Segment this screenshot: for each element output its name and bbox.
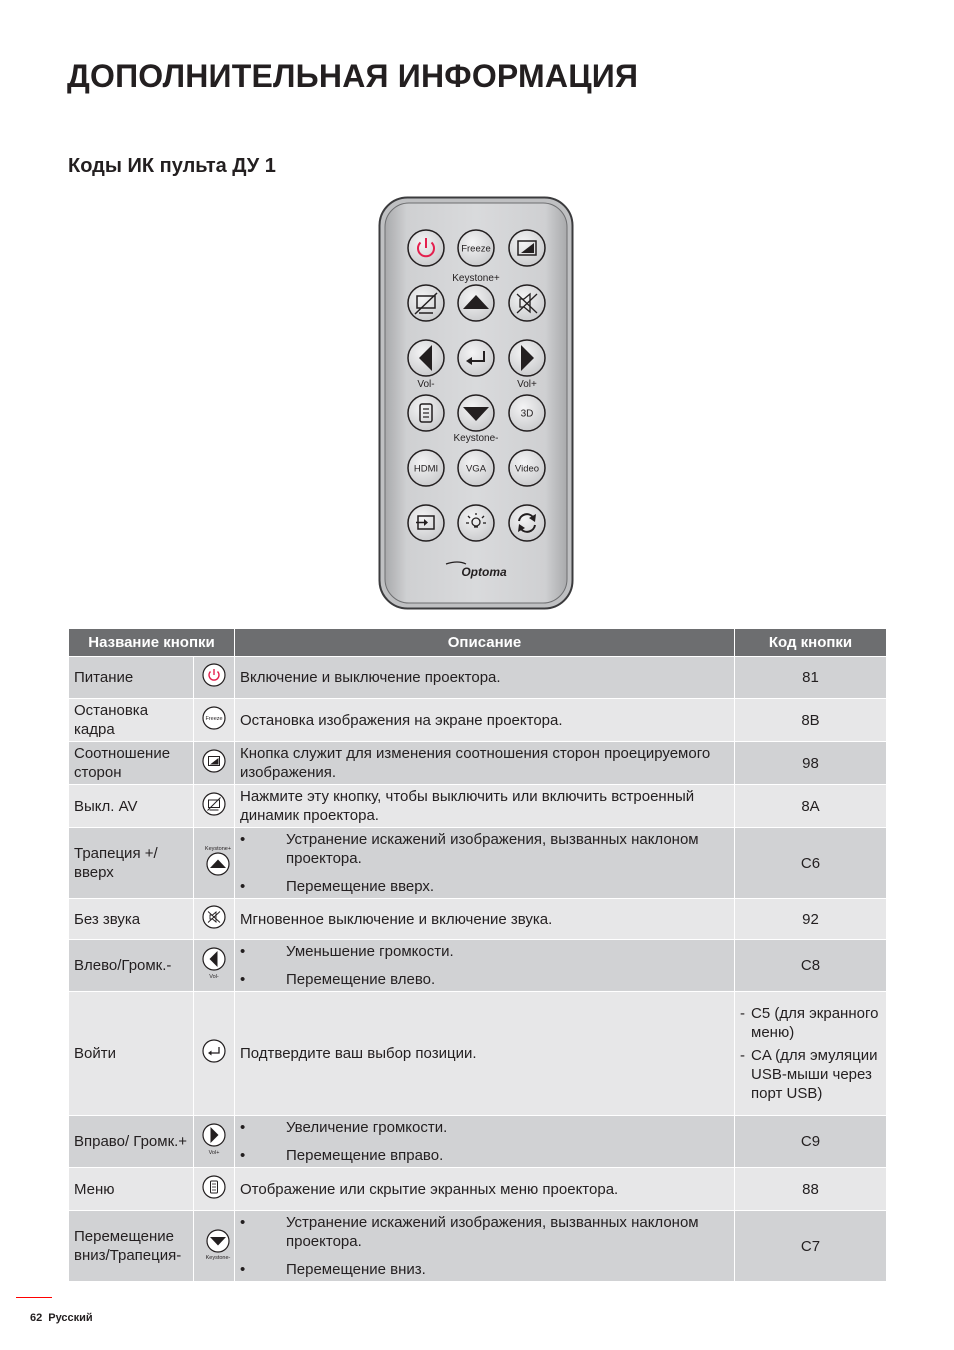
page-footer [30,1312,93,1324]
remote-menu-button [408,395,444,431]
button-code: C8 [735,940,887,992]
remote-keystone-down-button [458,395,494,431]
footer-rule [16,1297,52,1298]
table-row [69,657,887,699]
button-name: Остановка кадра [69,699,194,742]
header-description: Описание [235,629,735,657]
table-row [69,785,887,828]
header-code: Код кнопки [735,629,887,657]
keystone-plus-label: Keystone+ [204,845,232,852]
footer-language: Русский [48,1312,93,1324]
remote-mute-button [509,285,545,321]
table-row [69,828,887,899]
button-name: Соотношение сторон [69,742,194,785]
remote-3d-button [509,395,545,431]
button-description [235,1211,735,1282]
table-row [69,899,887,940]
button-code [735,992,887,1116]
vol-plus-label: Vol+ [208,1150,220,1156]
table-row [69,1116,887,1168]
button-description: Остановка изображения на экране проектора. [235,699,735,742]
button-name: Питание [69,657,194,699]
button-description: Отображение или скрытие экранных меню проектора. [235,1168,735,1211]
description-bullet: • Перемещение вниз. [240,1260,729,1279]
button-description: Подтвердите ваш выбор позиции. [235,992,735,1116]
button-code: 98 [735,742,887,785]
button-description [235,940,735,992]
remote-video-label: Video [514,463,540,475]
remote-freeze-button [458,230,494,266]
remote-vga-button [458,450,494,486]
button-code: C9 [735,1116,887,1168]
code-item: - C5 (для экранного меню) [740,1004,881,1042]
button-name: Войти [69,992,194,1116]
remote-resync-button [509,505,545,541]
table-header-row [69,629,887,657]
remote-enter-button [458,340,494,376]
remote-av-mute-button [408,285,444,321]
button-name: Трапеция +/ вверх [69,828,194,899]
description-bullet: • Устранение искажений изображения, вызванных наклоном проектора. [240,830,729,868]
button-code: 8B [735,699,887,742]
button-name: Меню [69,1168,194,1211]
remote-power-button [408,230,444,266]
button-name: Без звука [69,899,194,940]
button-name: Влево/Громк.- [69,940,194,992]
vol-minus-label: Vol- [209,974,219,980]
button-name: Перемещение вниз/Трапеция- [69,1211,194,1282]
table-row [69,992,887,1116]
remote-video-button [509,450,545,486]
description-bullet: • Уменьшение громкости. [240,942,729,961]
remote-keystone-minus-label: Keystone- [453,433,499,444]
button-code: 81 [735,657,887,699]
remote-right-button [509,340,545,376]
remote-vol-plus-label: Vol+ [517,379,537,390]
button-description: Включение и выключение проектора. [235,657,735,699]
remote-3d-label: 3D [520,408,534,420]
freeze-icon [194,699,235,742]
remote-keystone-plus-label: Keystone+ [452,273,500,284]
description-bullet: • Перемещение влево. [240,970,729,989]
button-name: Вправо/ Громк.+ [69,1116,194,1168]
power-icon [194,657,235,699]
button-description: Мгновенное выключение и включение звука. [235,899,735,940]
table-row [69,1211,887,1282]
keystone-down-icon [194,1211,235,1282]
menu-icon [194,1168,235,1211]
aspect-ratio-icon [194,742,235,785]
enter-icon [194,992,235,1116]
button-code: 88 [735,1168,887,1211]
remote-freeze-label: Freeze [461,243,491,255]
button-code: C6 [735,828,887,899]
remote-control-illustration [378,196,574,610]
button-description: Кнопка служит для изменения соотношения сторон проецируемого изображения. [235,742,735,785]
description-bullet: • Увеличение громкости. [240,1118,729,1137]
remote-brand-logo: Optoma [461,565,507,579]
table-row [69,940,887,992]
description-bullet: • Перемещение вверх. [240,877,729,896]
remote-left-button [408,340,444,376]
button-description: Нажмите эту кнопку, чтобы выключить или включить встроенный динамик проектора. [235,785,735,828]
left-arrow-icon [194,940,235,992]
button-description [235,828,735,899]
table-row [69,699,887,742]
remote-brightness-button [458,505,494,541]
button-name: Выкл. AV [69,785,194,828]
page-title: ДОПОЛНИТЕЛЬНАЯ ИНФОРМАЦИЯ [67,58,639,94]
keystone-minus-label: Keystone- [205,1254,231,1261]
right-arrow-icon [194,1116,235,1168]
table-row [69,1168,887,1211]
keystone-up-icon [194,828,235,899]
button-code: 8A [735,785,887,828]
mute-icon [194,899,235,940]
av-mute-icon [194,785,235,828]
remote-source-button [408,505,444,541]
remote-vol-minus-label: Vol- [417,379,435,390]
remote-hdmi-label: HDMI [413,463,439,475]
remote-keystone-up-button [458,285,494,321]
description-bullet: • Устранение искажений изображения, вызванных наклоном проектора. [240,1213,729,1251]
freeze-icon-label: Freeze [205,715,223,722]
header-button-name: Название кнопки [69,629,235,657]
remote-hdmi-button [408,450,444,486]
page-number: 62 [30,1312,43,1324]
remote-vga-label: VGA [465,463,487,475]
button-code: 92 [735,899,887,940]
remote-aspect-button [509,230,545,266]
button-code: C7 [735,1211,887,1282]
ir-codes-table [68,628,887,1282]
code-item: - CA (для эмуляции USB-мыши через порт USB) [740,1046,881,1103]
table-row [69,742,887,785]
button-description [235,1116,735,1168]
section-title: Коды ИК пульта ДУ 1 [68,155,276,177]
description-bullet: • Перемещение вправо. [240,1146,729,1165]
